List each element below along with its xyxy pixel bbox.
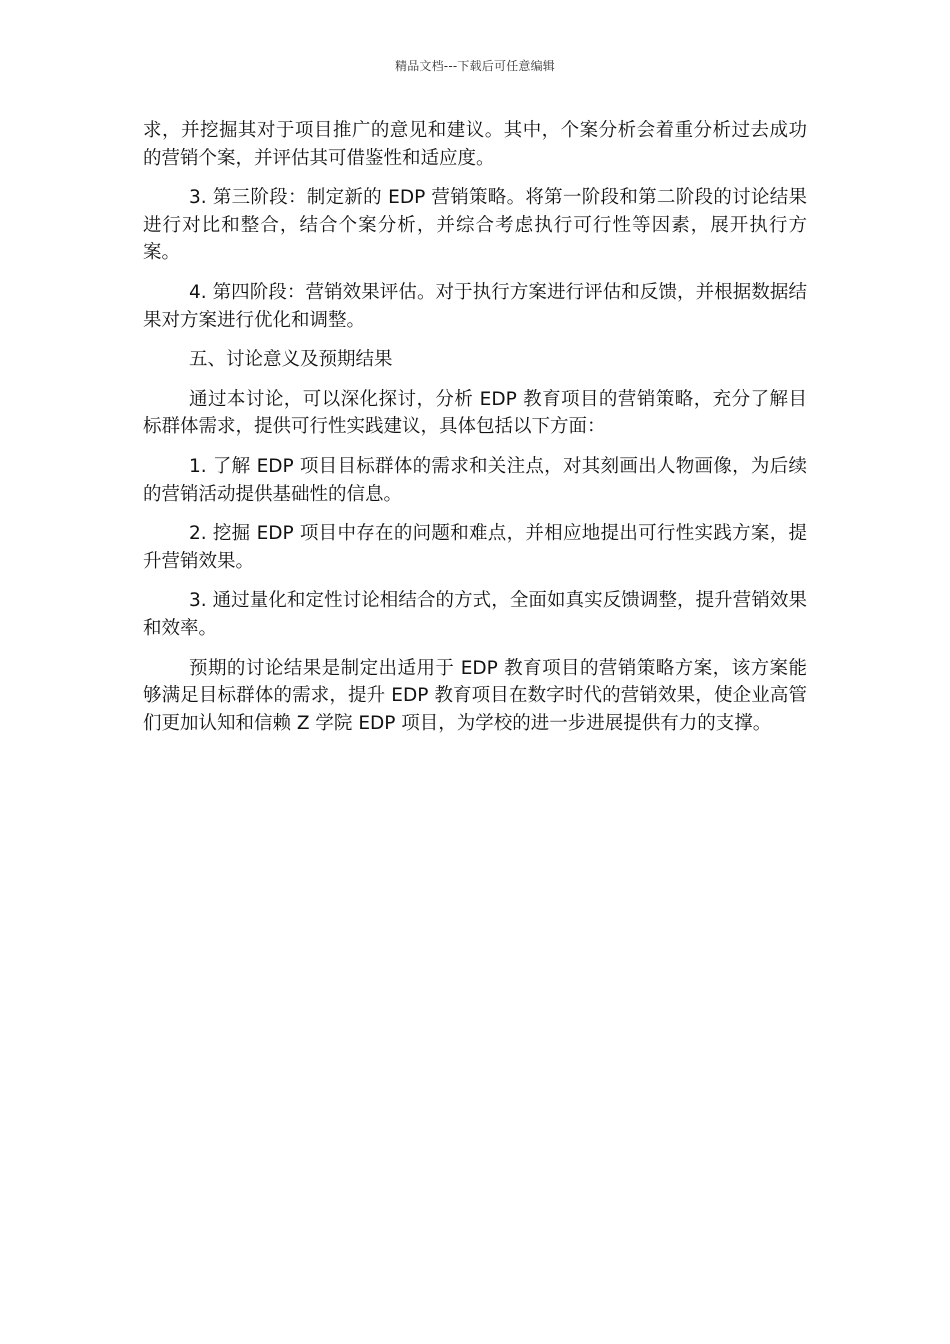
paragraph-continuation: 求，并挖掘其对于项目推广的意见和建议。其中，个案分析会着重分析过去成功的营销个案，并评估其可借鉴性和适应度。 xyxy=(143,120,807,169)
list-item-two: 2. 挖掘 EDP 项目中存在的问题和难点，并相应地提出可行性实践方案，提升营销效果。 xyxy=(143,523,807,572)
paragraph-expected-results: 预期的讨论结果是制定出适用于 EDP 教育项目的营销策略方案，该方案能够满足目标群体的需求，提升 EDP 教育项目在数字时代的营销效果，使企业高管们更加认知和信赖 Z 学院 EDP 项目，为学校的进一步进展提供有力的支撑。 xyxy=(143,657,807,734)
paragraph-stage-three: 3. 第三阶段：制定新的 EDP 营销策略。将第一阶段和第二阶段的讨论结果进行对比和整合，结合个案分析，并综合考虑执行可行性等因素，展开执行方案。 xyxy=(143,187,807,264)
list-item-one: 1. 了解 EDP 项目目标群体的需求和关注点，对其刻画出人物画像，为后续的营销活动提供基础性的信息。 xyxy=(143,455,807,505)
paragraph-stage-four: 4. 第四阶段：营销效果评估。对于执行方案进行评估和反馈，并根据数据结果对方案进行优化和调整。 xyxy=(143,281,807,331)
page-header: 精品文档---下载后可任意编辑 xyxy=(395,59,555,73)
paragraph-intro: 通过本讨论，可以深化探讨，分析 EDP 教育项目的营销策略，充分了解目标群体需求，提供可行性实践建议，具体包括以下方面： xyxy=(143,388,807,438)
section-heading: 五、讨论意义及预期结果 xyxy=(189,349,393,371)
list-item-three: 3. 通过量化和定性讨论相结合的方式，全面如真实反馈调整，提升营销效果和效率。 xyxy=(143,590,807,639)
document-body xyxy=(143,117,807,749)
